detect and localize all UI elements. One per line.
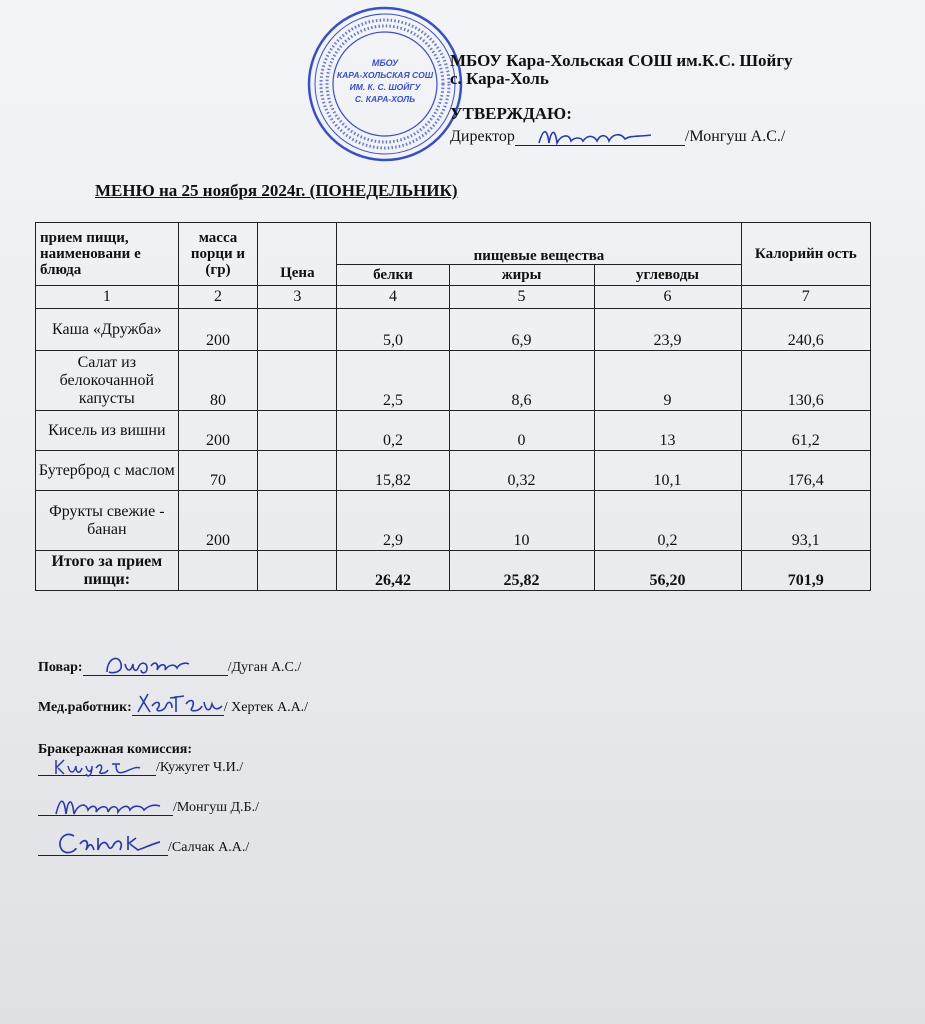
col-calories-header: Калорийн ость xyxy=(741,223,870,286)
total-calories: 701,9 xyxy=(741,551,870,591)
organization-name: МБОУ Кара-Хольская СОШ им.К.С. Шойгу xyxy=(450,51,793,70)
med-name: / Хертек А.А./ xyxy=(223,700,309,715)
member-1-name: /Кужугет Ч.И./ xyxy=(156,760,244,775)
dish-calories: 176,4 xyxy=(741,451,870,491)
total-label: Итого за прием пищи: xyxy=(36,551,179,591)
index-cell: 4 xyxy=(337,286,449,309)
member-2-signature-line xyxy=(38,801,173,816)
commission-member-2 xyxy=(38,800,259,816)
dish-calories: 61,2 xyxy=(741,411,870,451)
dish-price xyxy=(258,309,337,351)
director-signature-icon xyxy=(535,123,655,149)
director-line xyxy=(450,128,785,146)
dish-price xyxy=(258,411,337,451)
dish-carbs: 9 xyxy=(594,351,741,411)
dish-carbs: 10,1 xyxy=(594,451,741,491)
total-row xyxy=(36,551,871,591)
index-cell: 6 xyxy=(594,286,741,309)
director-label: Директор xyxy=(450,128,515,145)
med-signature xyxy=(38,700,308,716)
table-row xyxy=(36,309,871,351)
dish-fats: 6,9 xyxy=(449,309,594,351)
total-mass xyxy=(178,551,258,591)
dish-proteins: 0,2 xyxy=(337,411,449,451)
director-signature-line xyxy=(515,131,685,146)
dish-fats: 10 xyxy=(449,491,594,551)
dish-price xyxy=(258,351,337,411)
cook-signature-icon xyxy=(101,650,191,678)
table-row xyxy=(36,351,871,411)
dish-carbs: 23,9 xyxy=(594,309,741,351)
table-index-row xyxy=(36,286,871,309)
organization-header xyxy=(450,52,793,88)
med-signature-line xyxy=(132,701,224,716)
total-proteins: 26,42 xyxy=(337,551,449,591)
col-price-header: Цена xyxy=(258,223,337,286)
member-1-signature-line xyxy=(38,761,156,776)
dish-name: Фрукты свежие - банан xyxy=(36,491,179,551)
dish-name: Салат из белокочанной капусты xyxy=(36,351,179,411)
dish-carbs: 13 xyxy=(594,411,741,451)
index-cell: 2 xyxy=(178,286,258,309)
dish-mass: 70 xyxy=(178,451,258,491)
table-row xyxy=(36,411,871,451)
total-carbs: 56,20 xyxy=(594,551,741,591)
dish-mass: 80 xyxy=(178,351,258,411)
dish-price xyxy=(258,491,337,551)
menu-table xyxy=(35,222,871,591)
col-proteins-header: белки xyxy=(337,264,449,285)
commission-member-1 xyxy=(38,760,243,776)
table-row xyxy=(36,491,871,551)
cook-name: /Дуган А.С./ xyxy=(227,660,302,675)
dish-mass: 200 xyxy=(178,491,258,551)
commission-label-text: Бракеражная комиссия: xyxy=(38,742,192,757)
col-carbs-header: углеводы xyxy=(594,264,741,285)
svg-text:МБОУ: МБОУ xyxy=(371,58,399,68)
index-cell: 3 xyxy=(258,286,337,309)
col-fats-header: жиры xyxy=(449,264,594,285)
table-header-row xyxy=(36,223,871,265)
dish-proteins: 2,9 xyxy=(337,491,449,551)
dish-name: Бутерброд с маслом xyxy=(36,451,179,491)
dish-mass: 200 xyxy=(178,309,258,351)
dish-calories: 93,1 xyxy=(741,491,870,551)
dish-proteins: 5,0 xyxy=(337,309,449,351)
total-price xyxy=(258,551,337,591)
official-stamp xyxy=(305,4,465,164)
member-2-name: /Монгуш Д.Б./ xyxy=(173,800,259,815)
total-fats: 25,82 xyxy=(449,551,594,591)
member-3-name: /Салчак А.А./ xyxy=(168,840,250,855)
index-cell: 5 xyxy=(449,286,594,309)
med-label: Мед.работник: xyxy=(38,700,132,715)
member-2-signature-icon xyxy=(52,792,162,818)
cook-label: Повар: xyxy=(38,660,83,675)
member-1-signature-icon xyxy=(52,754,142,778)
svg-text:КАРА-ХОЛЬСКАЯ СОШ: КАРА-ХОЛЬСКАЯ СОШ xyxy=(336,70,434,80)
menu-title: МЕНЮ на 25 ноября 2024г. (ПОНЕДЕЛЬНИК) xyxy=(95,181,458,200)
member-3-signature-icon xyxy=(54,828,164,858)
stamp-seal-icon xyxy=(305,4,465,164)
col-name-header: прием пищи, наименовани е блюда xyxy=(36,223,179,286)
commission-member-3 xyxy=(38,840,249,856)
dish-fats: 0 xyxy=(449,411,594,451)
col-mass-header: масса порци и (гр) xyxy=(178,223,258,286)
cook-signature xyxy=(38,660,301,676)
col-nutrients-header: пищевые вещества xyxy=(337,223,741,265)
svg-text:ИМ. К. С. ШОЙГУ: ИМ. К. С. ШОЙГУ xyxy=(349,82,421,92)
svg-text:С. КАРА-ХОЛЬ: С. КАРА-ХОЛЬ xyxy=(354,94,416,104)
dish-proteins: 15,82 xyxy=(337,451,449,491)
med-signature-icon xyxy=(134,688,224,718)
table-row xyxy=(36,451,871,491)
dish-calories: 240,6 xyxy=(741,309,870,351)
cook-signature-line xyxy=(83,661,228,676)
dish-fats: 0,32 xyxy=(449,451,594,491)
dish-carbs: 0,2 xyxy=(594,491,741,551)
director-name: /Монгуш А.С./ xyxy=(684,128,786,145)
dish-fats: 8,6 xyxy=(449,351,594,411)
index-cell: 7 xyxy=(741,286,870,309)
dish-name: Каша «Дружба» xyxy=(36,309,179,351)
dish-mass: 200 xyxy=(178,411,258,451)
index-cell: 1 xyxy=(36,286,179,309)
dish-name: Кисель из вишни xyxy=(36,411,179,451)
dish-price xyxy=(258,451,337,491)
organization-place: с. Кара-Холь xyxy=(450,69,549,88)
dish-proteins: 2,5 xyxy=(337,351,449,411)
dish-calories: 130,6 xyxy=(741,351,870,411)
approval-heading: УТВЕРЖДАЮ: xyxy=(450,104,572,123)
member-3-signature-line xyxy=(38,841,168,856)
